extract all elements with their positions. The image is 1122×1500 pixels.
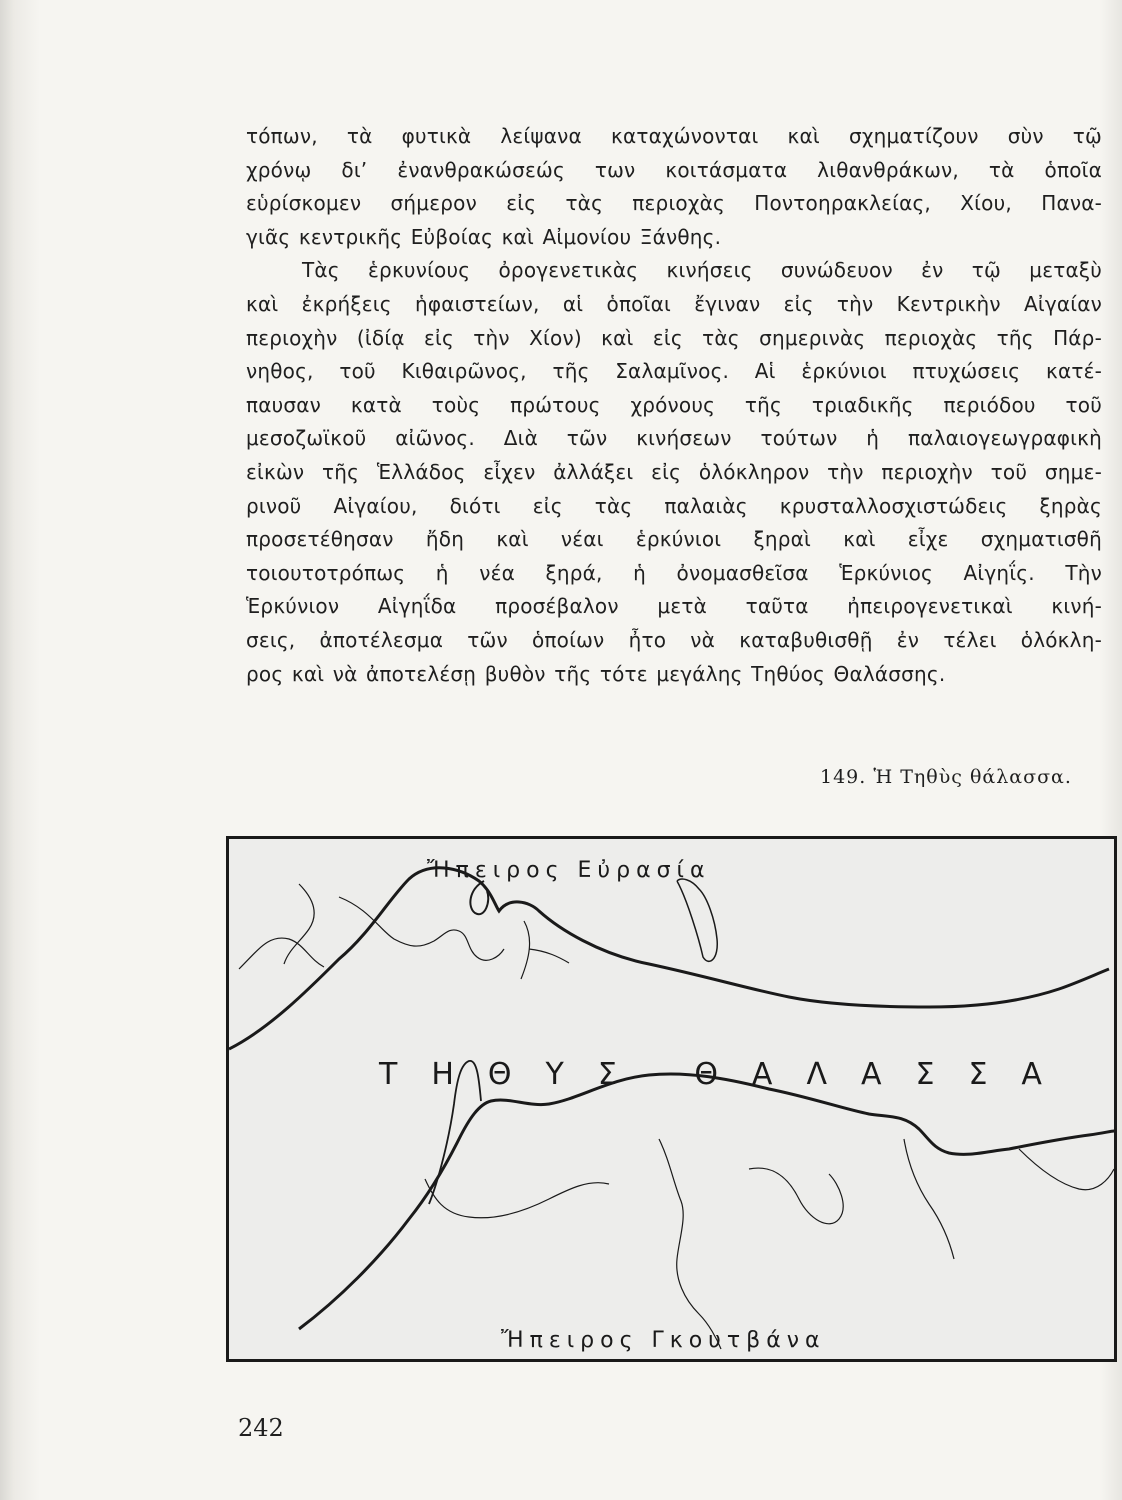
text-line: σεις, ἀποτέλεσμα τῶν ὁποίων ἦτο νὰ καταβυθισθῇ ἐν τέλει ὁλόκλη- (246, 627, 1102, 652)
text-line: νηθος, τοῦ Κιθαιρῶνος, τῆς Σαλαμῖνος. Αἱ ἑρκύνιοι πτυχώσεις κατέ- (246, 359, 1102, 384)
text-line: μεσοζωϊκοῦ αἰῶνος. Διὰ τῶν κινήσεων τούτων ἡ παλαιογεωγραφικὴ (246, 426, 1102, 451)
text-line: τοιουτοτρόπως ἡ νέα ξηρά, ἡ ὀνομασθεῖσα Ἑρκύνιος Αἰγηΐς. Τὴν (246, 560, 1102, 585)
text-line: Ἑρκύνιον Αἰγηΐδα προσέβαλον μετὰ ταῦτα ἠπειρογενετικαὶ κινή- (246, 594, 1102, 619)
text-line: τόπων, τὰ φυτικὰ λείψανα καταχώνονται καὶ σχηματίζουν σὺν τῷ (246, 124, 1102, 148)
map-drawing (229, 839, 1114, 1359)
page-number: 242 (238, 1414, 284, 1442)
south-shore-line (299, 1074, 1114, 1329)
text-line: ρος καὶ νὰ ἀποτελέσῃ βυθὸν τῆς τότε μεγάλης Τηθύος Θαλάσσης. (246, 661, 946, 686)
body-text (246, 120, 1102, 691)
north-thin-coast (239, 884, 569, 979)
text-line: προσετέθησαν ἤδη καὶ νέαι ἑρκύνιοι ξηραὶ καὶ εἶχε σχηματισθῆ (246, 527, 1102, 552)
text-line: ρινοῦ Αἰγαίου, διότι εἰς τὰς παλαιὰς κρυσταλλοσχιστώδεις ξηρὰς (246, 493, 1102, 518)
text-line: καὶ ἐκρήξεις ἡφαιστείων, αἱ ὁποῖαι ἔγιναν εἰς τὴν Κεντρικὴν Αἰγαίαν (246, 291, 1102, 316)
south-thin-coast (425, 1139, 1114, 1349)
text-line: παυσαν κατὰ τοὺς πρώτους χρόνους τῆς τριαδικῆς περιόδου τοῦ (246, 392, 1102, 417)
eurasia-peninsula (677, 879, 717, 961)
label-tethys-sea: ΤΗΘΥΣ ΘΑΛΑΣΣΑ (379, 1057, 1076, 1092)
text-line: περιοχὴν (ἰδίᾳ εἰς τὴν Χίον) καὶ εἰς τὰς σημερινὰς περιοχὰς τῆς Πάρ- (246, 325, 1102, 350)
label-eurasia: Ἤπειρος Εὐρασία (427, 858, 711, 883)
text-line: Τὰς ἑρκυνίους ὀρογενετικὰς κινήσεις συνώδευον ἐν τῷ μεταξὺ (302, 258, 1102, 283)
label-gondwana: Ἤπειρος Γκουτβάνα (501, 1328, 826, 1353)
text-line: χρόνῳ δι’ ἐνανθρακώσεώς των κοιτάσματα λιθανθράκων, τὰ ὁποῖα (246, 157, 1102, 182)
tethys-map (226, 836, 1117, 1362)
figure-caption: 149. Ἡ Τηθὺς θάλασσα. (820, 766, 1072, 788)
text-line: γιᾶς κεντρικῆς Εὐβοίας καὶ Αἰμονίου Ξάνθης. (246, 224, 722, 249)
text-line: εἰκὼν τῆς Ἑλλάδος εἶχεν ἀλλάξει εἰς ὁλόκληρον τὴν περιοχὴν τοῦ σημε- (246, 459, 1102, 484)
text-line: εὑρίσκομεν σήμερον εἰς τὰς περιοχὰς Ποντοηρακλείας, Χίου, Πανα- (246, 191, 1102, 216)
north-shore-line (229, 868, 1109, 1049)
